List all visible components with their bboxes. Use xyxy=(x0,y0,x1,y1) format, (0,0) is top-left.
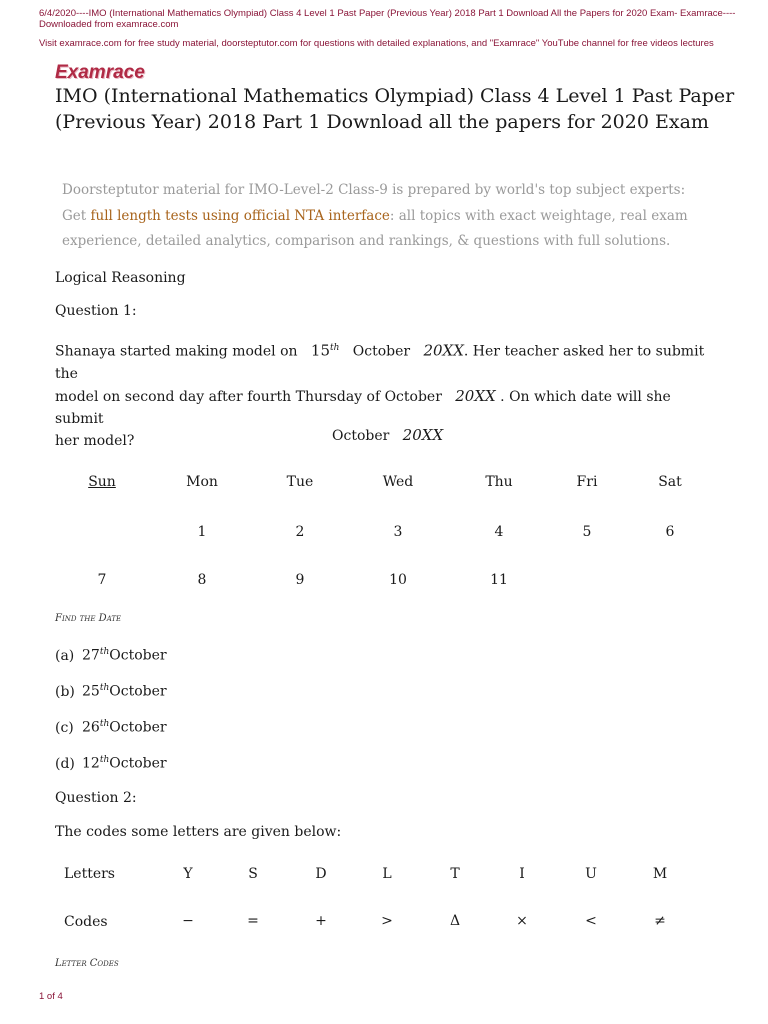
question-1-label: Question 1: xyxy=(55,303,137,319)
calendar-cell: 3 xyxy=(393,524,403,540)
letters-row-heading: Letters xyxy=(64,866,115,882)
code-cell: > xyxy=(381,913,393,929)
calendar-cell: 5 xyxy=(582,524,592,540)
section-heading: Logical Reasoning xyxy=(55,270,186,286)
option-day: 26 xyxy=(82,719,100,736)
q1-date-num: 15 xyxy=(310,341,330,360)
letter-cell: S xyxy=(248,866,258,882)
letter-cell: I xyxy=(519,866,525,882)
calendar-cell: 11 xyxy=(490,572,508,588)
calendar-caption: Find the Date xyxy=(55,613,122,624)
calendar-cell: 8 xyxy=(197,572,207,588)
calendar-cell: Mon xyxy=(186,474,218,490)
answer-option xyxy=(55,683,167,700)
calendar-cell: 10 xyxy=(389,572,407,588)
calendar-cell: 4 xyxy=(494,524,504,540)
promo-rest: : all topics with exact weightage, real exam experience, detailed analytics, comparison and rankings, & questions with full solutions. xyxy=(62,207,688,249)
examrace-logo: Examrace xyxy=(55,62,145,83)
code-cell: ≠ xyxy=(654,913,666,929)
calendar-cell: Wed xyxy=(382,474,414,490)
calendar-cell: Sat xyxy=(658,474,682,490)
q1-date-sup: th xyxy=(330,343,340,353)
option-month: October xyxy=(109,683,167,700)
letter-cell: U xyxy=(585,866,597,882)
letter-cell: T xyxy=(450,866,460,882)
option-day: 25 xyxy=(82,683,100,700)
calendar-cell: 7 xyxy=(97,572,107,588)
calendar-cell: 6 xyxy=(665,524,675,540)
option-day: 12 xyxy=(82,755,100,772)
letter-cell: L xyxy=(382,866,392,882)
code-cell: = xyxy=(247,913,259,929)
question-2-label: Question 2: xyxy=(55,790,137,806)
code-cell: Δ xyxy=(449,913,461,929)
q1-year: 20XX xyxy=(423,341,464,360)
calendar-title xyxy=(332,426,443,444)
calendar-cell: Thu xyxy=(485,474,513,490)
option-month: October xyxy=(109,755,167,772)
q1-year-2: 20XX xyxy=(455,386,496,405)
option-suffix: th xyxy=(99,755,110,765)
calendar-cell: 9 xyxy=(295,572,305,588)
letter-cell: Y xyxy=(183,866,193,882)
option-suffix: th xyxy=(99,683,110,693)
code-cell: × xyxy=(516,913,528,929)
q1-line2-a: model on second day after fourth Thursday of October xyxy=(55,388,442,405)
nta-interface-link[interactable]: full length tests using official NTA interface xyxy=(90,207,390,224)
header-visit-line: Visit examrace.com for free study material, doorsteptutor.com for questions with detailed explanations, and "Examrace" YouTube channel for free videos lectures xyxy=(39,38,714,49)
option-day: 27 xyxy=(82,647,100,664)
promo-block xyxy=(62,178,722,255)
calendar-cell: 2 xyxy=(295,524,305,540)
letter-cell: M xyxy=(652,866,668,882)
code-cell: + xyxy=(315,913,327,929)
answer-option xyxy=(55,719,167,736)
page-title: IMO (International Mathematics Olympiad) Class 4 Level 1 Past Paper (Previous Year) 2018 Part 1 Download all the papers for 2020 Exam xyxy=(55,85,735,133)
code-cell: − xyxy=(182,913,194,929)
option-month: October xyxy=(109,647,167,664)
q1-line3: her model? xyxy=(55,432,135,449)
option-label: (c) xyxy=(55,719,74,736)
letter-codes-caption: Letter Codes xyxy=(55,958,119,969)
page-counter: 1 of 4 xyxy=(39,991,63,1002)
answer-option xyxy=(55,647,167,664)
calendar-cell: Sun xyxy=(88,474,116,490)
question-2-intro: The codes some letters are given below: xyxy=(55,824,342,840)
q1-line2-b: . On which date will she submit xyxy=(55,388,671,427)
q1-text-b: . Her teacher asked her to submit the xyxy=(55,343,705,382)
option-label: (d) xyxy=(55,755,75,772)
q1-month: October xyxy=(352,343,411,360)
option-label: (b) xyxy=(55,683,75,700)
codes-row-heading: Codes xyxy=(64,914,108,930)
calendar-cell: 1 xyxy=(197,524,207,540)
calendar-cell: Fri xyxy=(576,474,598,490)
promo-get: Get xyxy=(62,207,91,224)
letter-cell: D xyxy=(315,866,327,882)
calendar-year: 20XX xyxy=(402,426,444,444)
q1-text-start: Shanaya started making model on xyxy=(55,343,298,360)
option-month: October xyxy=(109,719,167,736)
option-label: (a) xyxy=(55,647,75,664)
header-source-line: 6/4/2020----IMO (International Mathematics Olympiad) Class 4 Level 1 Past Paper (Previous Year) 2018 Part 1 Download All the Papers for 2020 Exam- Examrace----Downloaded from examrace.com xyxy=(39,8,736,30)
calendar-month: October xyxy=(332,428,390,444)
option-suffix: th xyxy=(99,719,110,729)
answer-option xyxy=(55,755,167,772)
calendar-cell: Tue xyxy=(286,474,314,490)
code-cell: < xyxy=(585,913,597,929)
option-suffix: th xyxy=(99,647,110,657)
promo-line1: Doorsteptutor material for IMO-Level-2 Class-9 is prepared by world's top subject experts: xyxy=(62,182,686,198)
